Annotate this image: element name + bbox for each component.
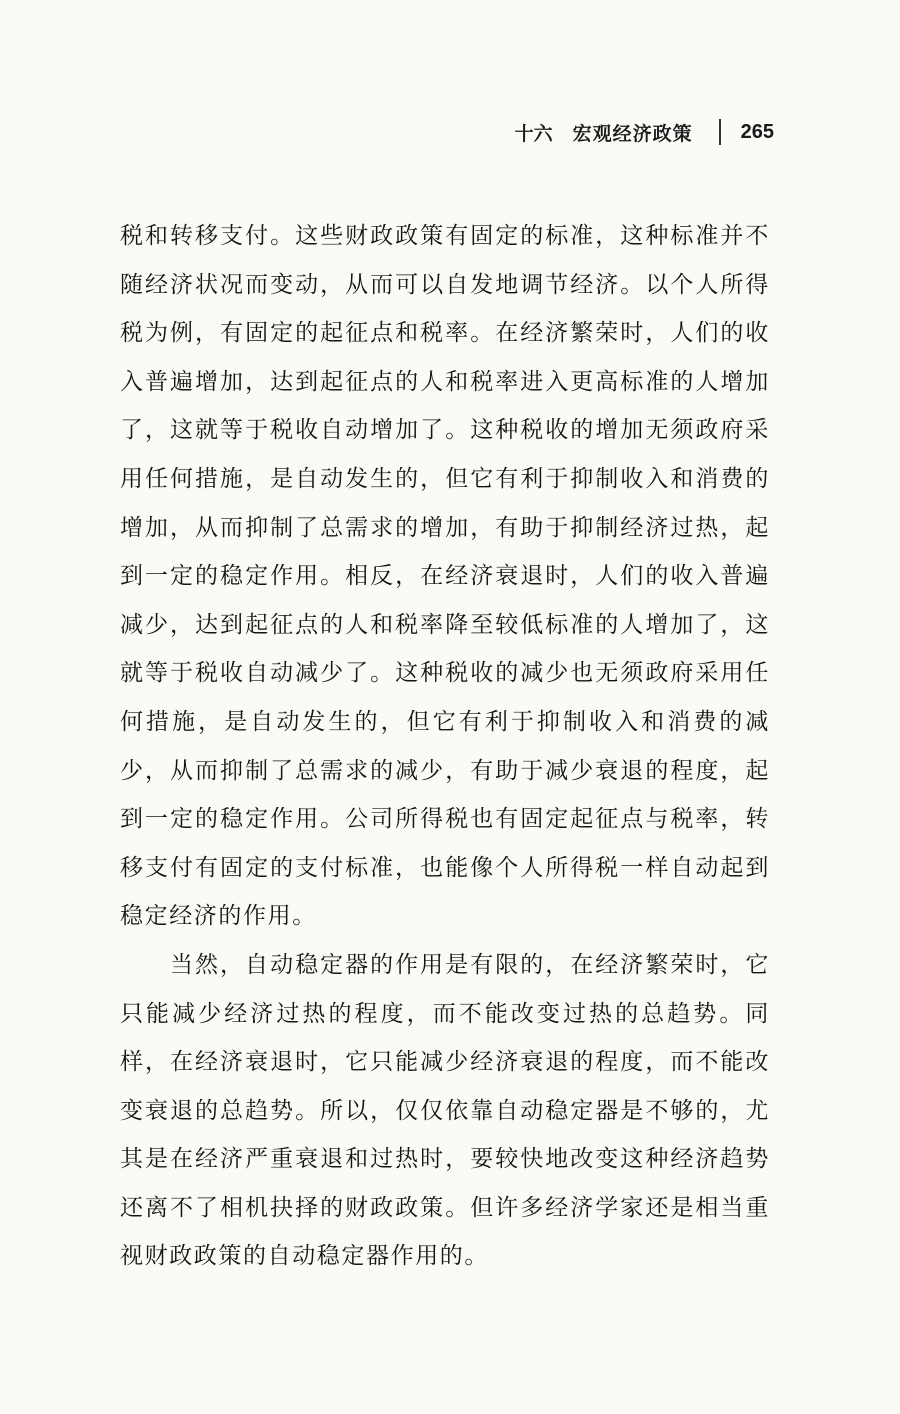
body-text xyxy=(120,212,770,1281)
paragraph: 当然，自动稳定器的作用是有限的，在经济繁荣时，它只能减少经济过热的程度，而不能改变过热的总趋势。同样，在经济衰退时，它只能减少经济衰退的程度，而不能改变衰退的总趋势。所以，仅仅依靠自动稳定器是不够的，尤其是在经济严重衰退和过热时，要较快地改变这种经济趋势还离不了相机抉择的财政政策。但许多经济学家还是相当重视财政政策的自动稳定器作用的。 xyxy=(120,951,770,1270)
header-divider xyxy=(719,119,721,145)
page-number: 265 xyxy=(740,120,774,143)
running-head xyxy=(515,117,774,147)
chapter-title: 宏观经济政策 xyxy=(572,122,693,145)
paragraph-continued: 税和转移支付。这些财政政策有固定的标准，这种标准并不随经济状况而变动，从而可以自发地调节经济。以个人所得税为例，有固定的起征点和税率。在经济繁荣时，人们的收入普遍增加，达到起征点的人和税率进入更高标准的人增加了，这就等于税收自动增加了。这种税收的增加无须政府采用任何措施，是自动发生的，但它有利于抑制收入和消费的增加，从而抑制了总需求的增加，有助于抑制经济过热，起到一定的稳定作用。相反，在经济衰退时，人们的收入普遍减少，达到起征点的人和税率降至较低标准的人增加了，这就等于税收自动减少了。这种税收的减少也无须政府采用任何措施，是自动发生的，但它有利于抑制收入和消费的减少，从而抑制了总需求的减少，有助于减少衰退的程度，起到一定的稳定作用。公司所得税也有固定起征点与税率，转移支付有固定的支付标准，也能像个人所得税一样自动起到稳定经济的作用。 xyxy=(120,223,770,930)
chapter-number: 十六 xyxy=(514,122,553,145)
